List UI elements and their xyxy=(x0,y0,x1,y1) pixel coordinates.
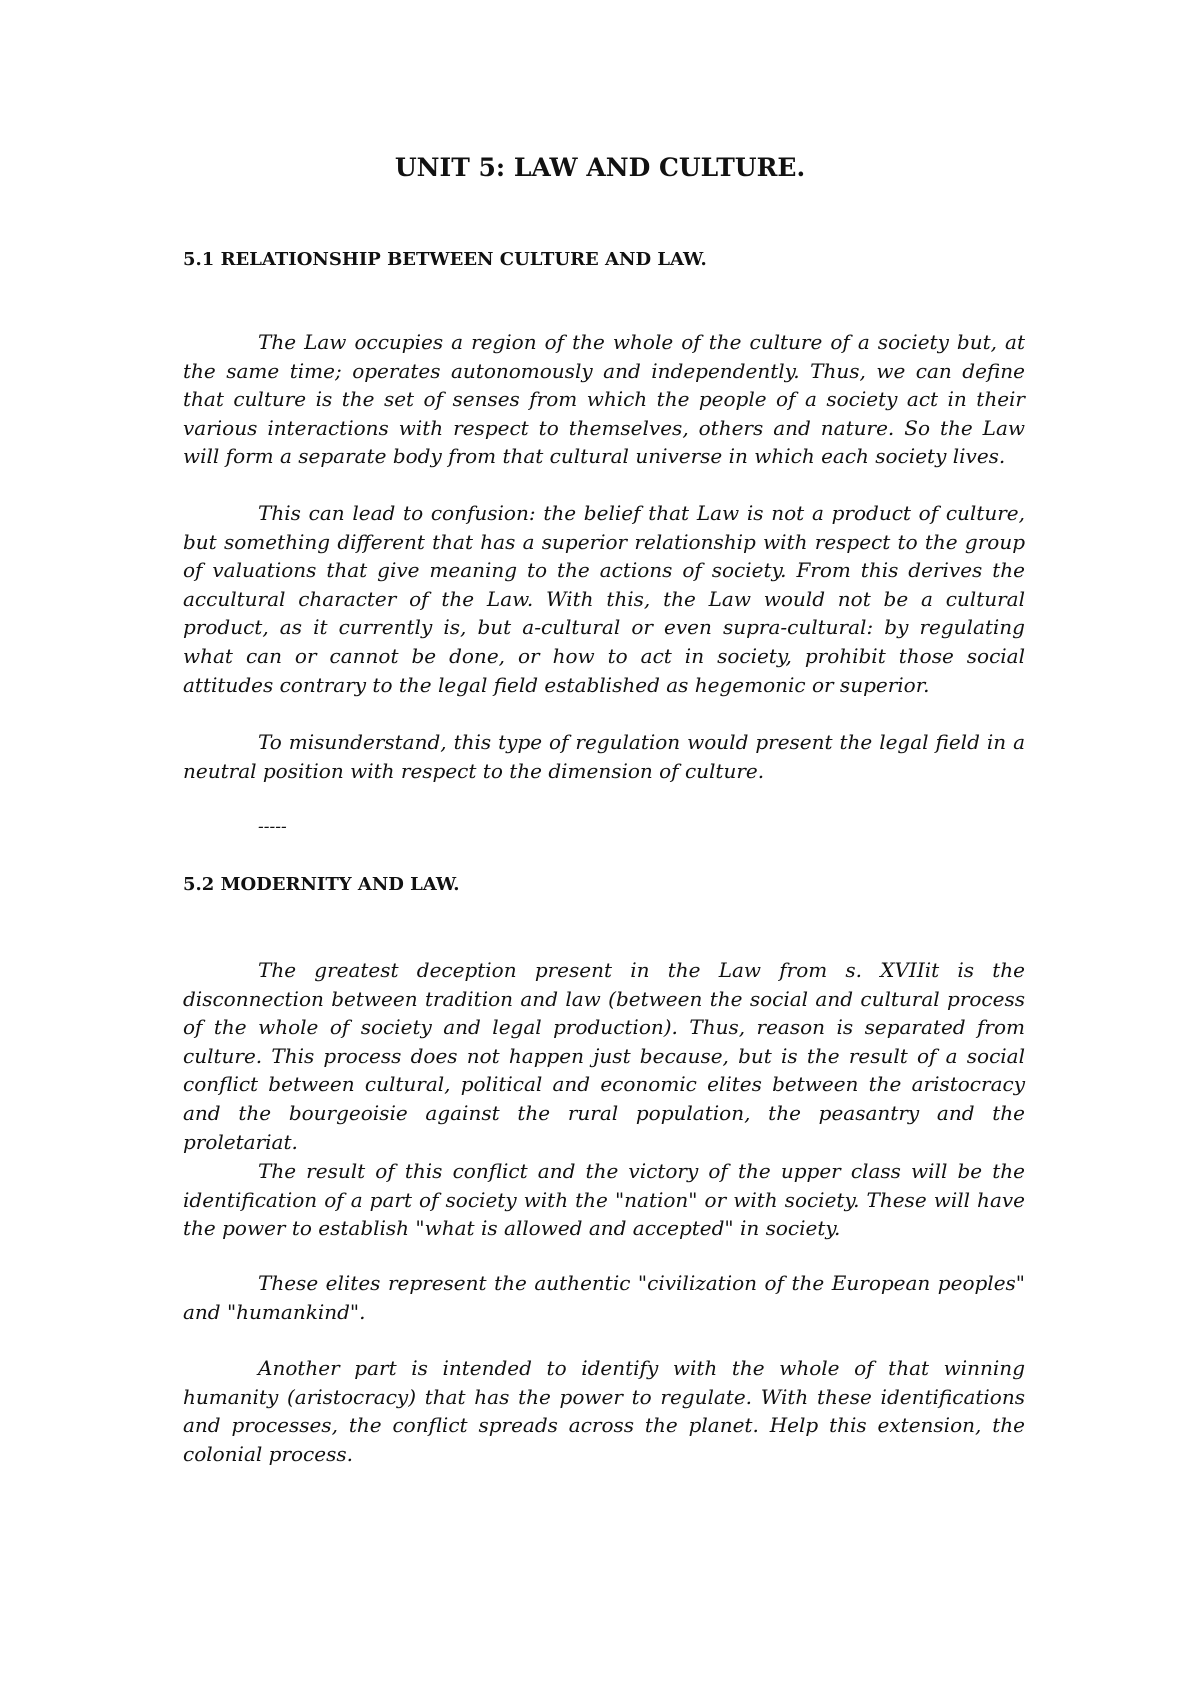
paragraph: These elites represent the authentic "civilization of the European peoples" and "humankind". xyxy=(183,1271,1025,1324)
section-heading-5-2: 5.2 MODERNITY AND LAW. xyxy=(183,874,460,895)
paragraph: This can lead to confusion: the belief that Law is not a product of culture, but something different that has a superior relationship with respect to the group of valuations that give meaning to the actions of society. From this derives the accultural character of the Law. With this, the Law would not be a cultural product, as it currently is, but a-cultural or even supra-cultural: by regulating what can or cannot be done, or how to act in society, prohibit those social attitudes contrary to the legal field established as hegemonic or superior. xyxy=(183,501,1025,697)
paragraph: The Law occupies a region of the whole of the culture of a society but, at the same time; operates autonomously and independently. Thus, we can define that culture is the set of senses from which the people of a society act in their various interactions with respect to themselves, others and nature. So the Law will form a separate body from that cultural universe in which each society lives. xyxy=(183,330,1025,469)
document-title: UNIT 5: LAW AND CULTURE. xyxy=(394,153,806,182)
paragraph: The result of this conflict and the victory of the upper class will be the identification of a part of society with the "nation" or with society. These will have the power to establish "what is allowed and accepted" in society. xyxy=(183,1159,1025,1241)
section-separator: ----- xyxy=(258,817,287,837)
paragraph: To misunderstand, this type of regulation would present the legal field in a neutral position with respect to the dimension of culture. xyxy=(183,730,1025,783)
section-heading-5-1: 5.1 RELATIONSHIP BETWEEN CULTURE AND LAW. xyxy=(183,249,707,270)
paragraph: Another part is intended to identify with the whole of that winning humanity (aristocracy) that has the power to regulate. With these identifications and processes, the conflict spreads across the planet. Help this extension, the colonial process. xyxy=(183,1356,1025,1466)
paragraph: The greatest deception present in the Law from s. XVIIit is the disconnection between tradition and law (between the social and cultural process of the whole of society and legal production). Thus, reason is separated from culture. This process does not happen just because, but is the result of a social conflict between cultural, political and economic elites between the aristocracy and the bourgeoisie against the rural population, the peasantry and the proletariat. xyxy=(183,958,1025,1154)
